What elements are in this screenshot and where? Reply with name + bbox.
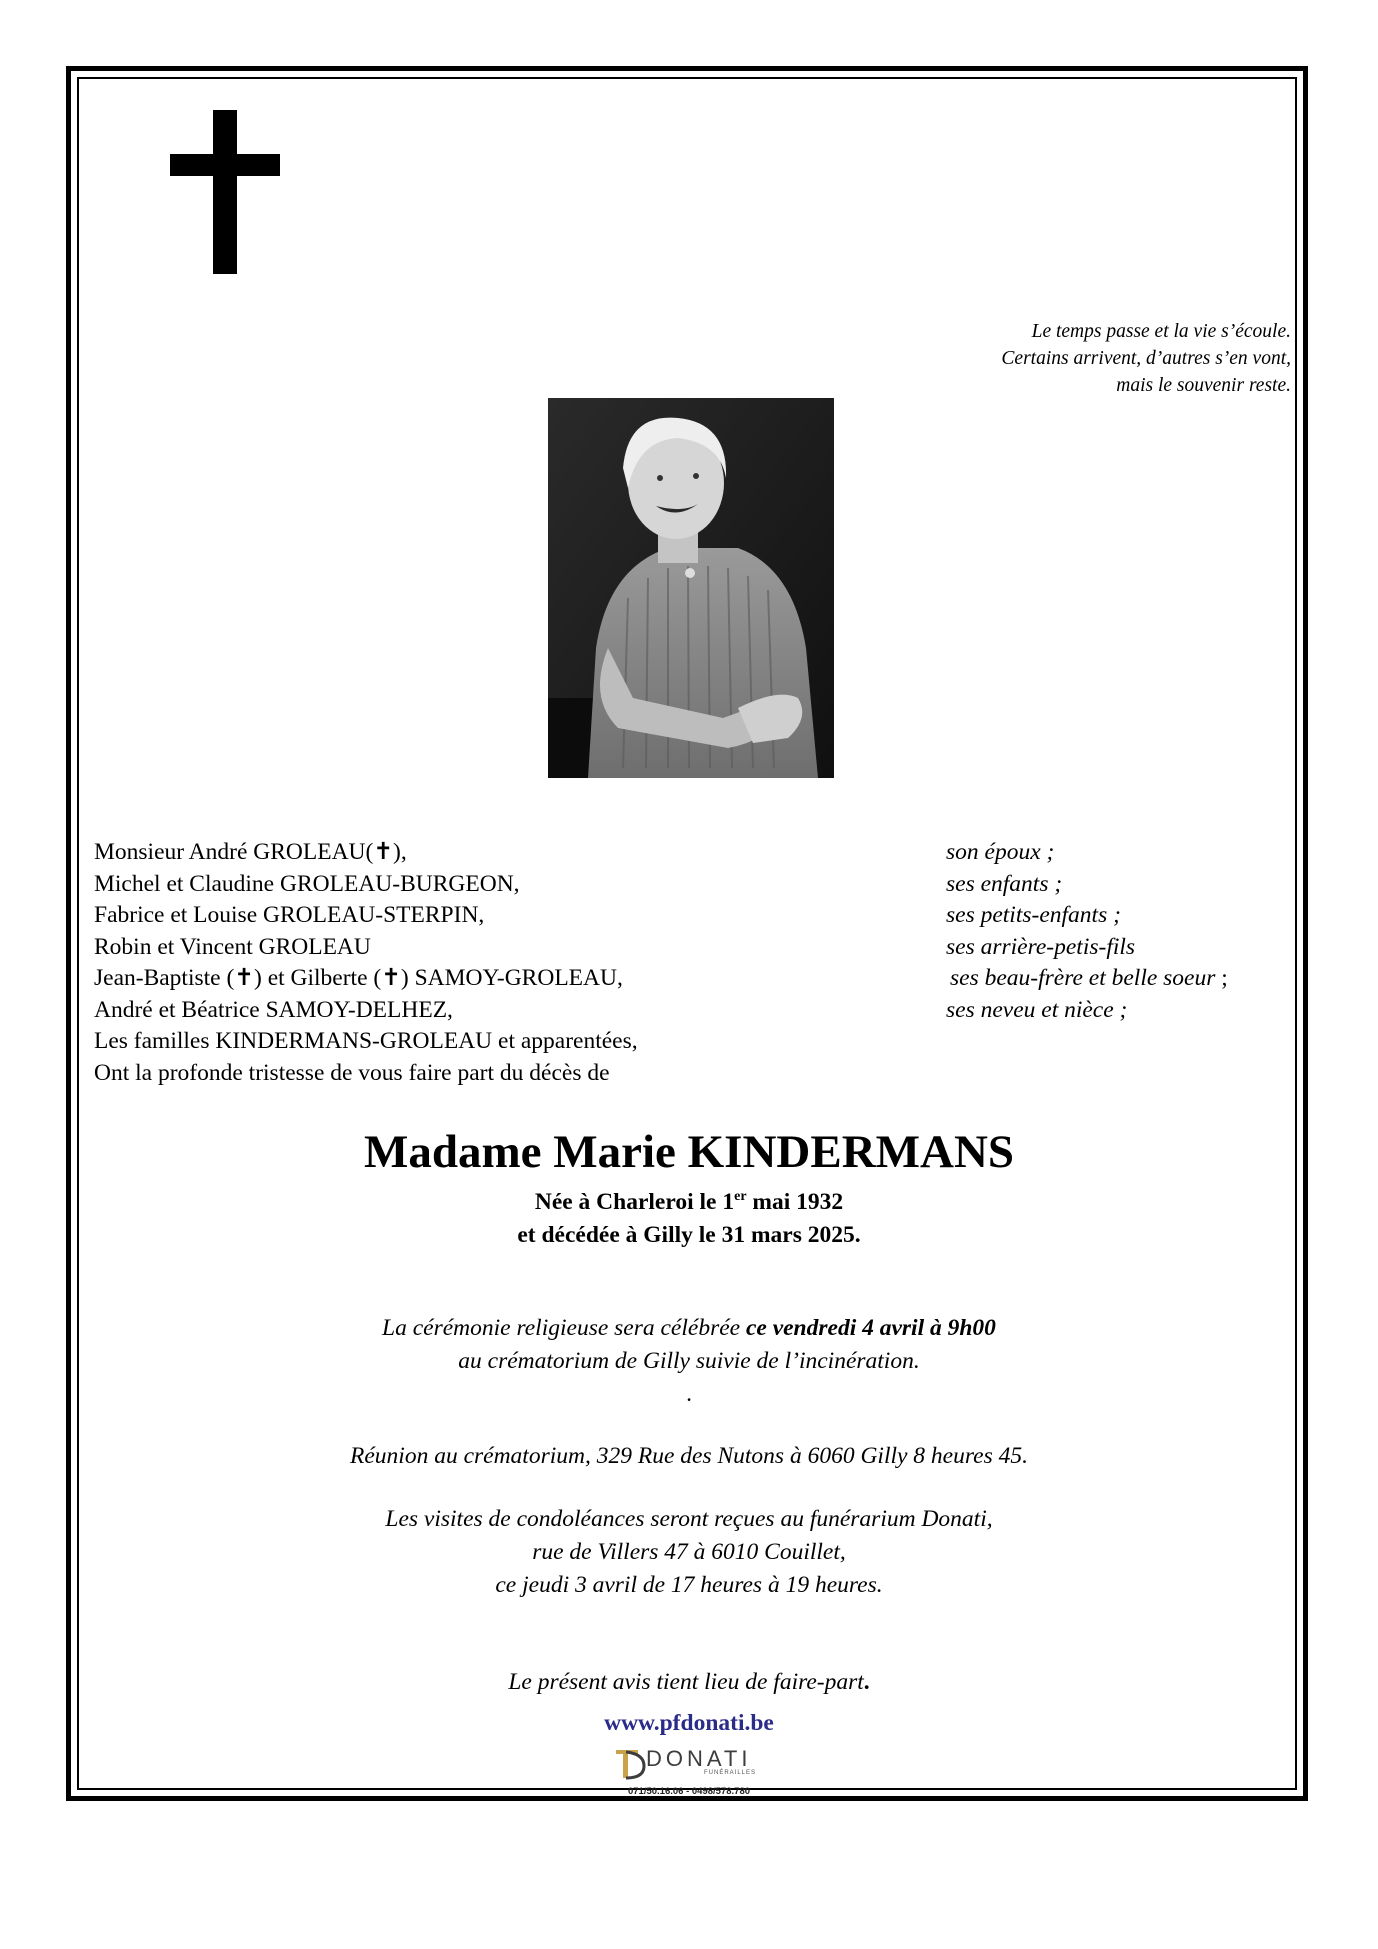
family-relation: ses neveu et nièce ; (946, 996, 1128, 1023)
family-row (94, 900, 1294, 932)
quote-line: mais le souvenir reste. (1116, 375, 1291, 396)
deceased-name: Madame Marie KINDERMANS (363, 1126, 1015, 1178)
family-row (94, 869, 1294, 901)
donati-logo-icon (612, 1744, 646, 1782)
family-row (94, 1026, 1294, 1058)
ceremony-line: au crématorium de Gilly suivie de l’incinération. (458, 1348, 920, 1374)
ceremony-dot: . (686, 1381, 692, 1407)
family-row (94, 1058, 1294, 1090)
family-row (94, 932, 1294, 964)
family-list (94, 837, 1294, 1089)
family-name: Robin et Vincent GROLEAU (94, 933, 371, 960)
birth-line: Née à Charleroi le 1er mai 1932 (534, 1189, 844, 1215)
family-relation: ses enfants ; (946, 870, 1063, 897)
visits-line: Les visites de condoléances seront reçues au funérarium Donati, (385, 1506, 993, 1532)
family-name: Monsieur André GROLEAU(✝), (94, 839, 407, 865)
logo-word: DONATI (646, 1746, 752, 1771)
visits-info (0, 1503, 1378, 1602)
quote-line: Le temps passe et la vie s’écoule. (1031, 321, 1291, 342)
ceremony-info (0, 1312, 1378, 1411)
family-row (94, 963, 1294, 995)
visits-line: ce jeudi 3 avril de 17 heures à 19 heures. (495, 1572, 883, 1598)
website-link[interactable]: www.pfdonati.be (604, 1710, 774, 1736)
family-name: Michel et Claudine GROLEAU-BURGEON, (94, 870, 520, 897)
cross-icon (170, 110, 280, 274)
family-name: André et Béatrice SAMOY-DELHEZ, (94, 996, 453, 1023)
logo-subtitle: FUNÉRAILLES (704, 1770, 757, 1776)
donati-logo (612, 1744, 762, 1786)
birth-death-dates (0, 1186, 1378, 1252)
family-relation: ses arrière-petis-fils (946, 933, 1136, 960)
reunion-info: Réunion au crématorium, 329 Rue des Nutons à 6060 Gilly 8 heures 45. (350, 1443, 1028, 1469)
visits-line: rue de Villers 47 à 6010 Couillet, (532, 1539, 846, 1565)
death-line: et décédée à Gilly le 31 mars 2025. (517, 1222, 861, 1248)
quote-line: Certains arrivent, d’autres s’en vont, (1001, 348, 1291, 369)
family-relation: ses beau-frère et belle soeur ; (950, 965, 1228, 991)
family-name: Les familles KINDERMANS-GROLEAU et apparentées, (94, 1028, 638, 1054)
family-name: Ont la profonde tristesse de vous faire part du décès de (94, 1059, 610, 1086)
family-row (94, 995, 1294, 1027)
notice-text: Le présent avis tient lieu de faire-part. (508, 1669, 870, 1695)
epitaph-quote (791, 318, 1291, 399)
family-name: Fabrice et Louise GROLEAU-STERPIN, (94, 902, 485, 928)
family-name: Jean-Baptiste (✝) et Gilberte (✝) SAMOY-GROLEAU, (94, 965, 623, 991)
family-row (94, 837, 1294, 869)
ceremony-line: La cérémonie religieuse sera célébrée ce vendredi 4 avril à 9h00 (382, 1315, 996, 1341)
logo-phone-numbers: 071/50.16.06 - 0498/578.780 (627, 1786, 751, 1797)
portrait-photo (548, 398, 834, 778)
family-relation: son époux ; (946, 839, 1055, 865)
family-relation: ses petits-enfants ; (946, 902, 1121, 928)
